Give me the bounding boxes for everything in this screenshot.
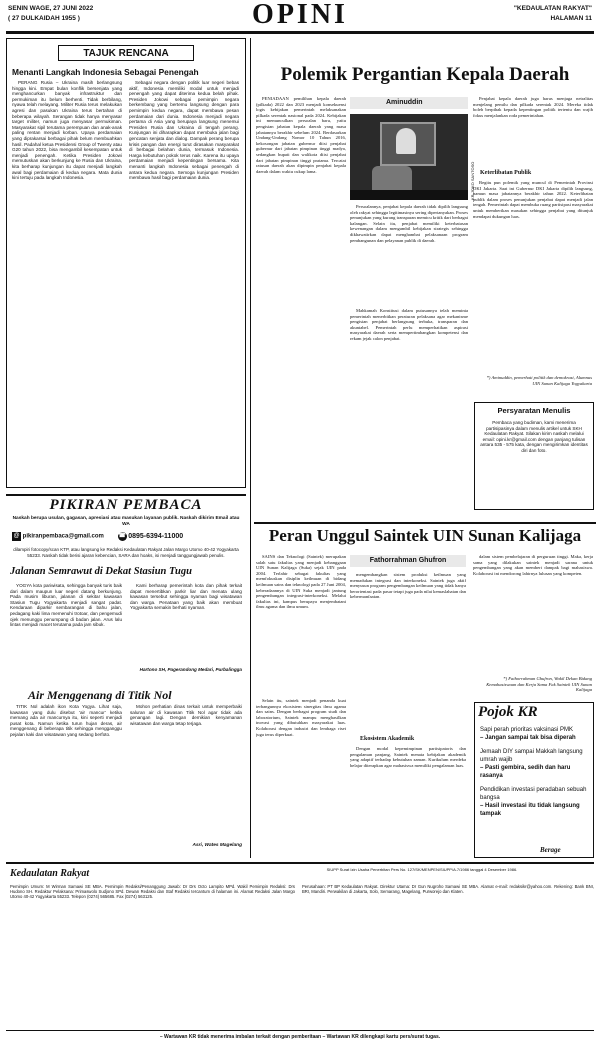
pojok-item-reply: – Pasti gembira, sedih dan haru rasanya xyxy=(480,765,571,779)
tajuk-col-2: Sebagai negara dengan politik luar negeri bebas aktif, Indonesia memiliki modal untuk menjadi penengah yang dapat diterima kedua belah pihak. Presiden Jokowi sebagai pemimpin negara berkembang yang bertemu langsung dengan para pemimpin kedua negara, dapat membawa pesan perdamaian dari dunia. Indonesia menjadi negara pertama di Asia yang berupaya langsung menemui Presiden Rusia dan Ukraina di tengah perang. Kunjungan ini diharapkan dapat membuka jalan bagi gencatan senjata dan dialog. Dampak perang berupa krisis pangan dan energi turut dirasakan masyarakat di berbagai belahan dunia, termasuk Indonesia. Harga kebutuhan pokok terus naik. Karena itu upaya perdamaian menjadi kepentingan bersama. Kita menanti langkah Indonesia sebagai penengah di antara kedua negara. Semoga kunjungan Presiden membawa hasil bagi perdamaian dunia. xyxy=(129,80,239,181)
polemik-author: Aminuddin xyxy=(350,97,468,109)
email-icon: @ xyxy=(13,533,20,539)
pojok-items xyxy=(480,726,590,818)
pojok-title: Pojok KR xyxy=(478,704,538,720)
letter2-sign: Asri, Wates Magelang xyxy=(192,843,242,848)
peran-col-1: SAINS dan Teknologi (Saintek) merupakan salah satu fakultas yang menjadi kebanggaan UIN Sunan Kalijaga (Suka) sejak UIN pada 2004. Terlahir sebagai fakultas yang memfokuskan disiplin keilmuan di bidang keilmuan sains dan teknologi pada 27 Juni 2004, keberadaannya di UIN Suka menjadi jantung pengembangan integrasi-interkoneksi. Melalui fakultas ini, kampus berupaya menjembatani ilmu agama dan ilmu umum. xyxy=(256,554,346,610)
polemik-col-1: PENIADAAN pemilihan kepala daerah (pilkada) 2022 dan 2023 menjadi konsekuensi logis kebijakan pemerintah melaksanakan pilkada serentak nasional pada 2024. Kebijakan ini memunculkan persoalan baru, yaitu pengisian jabatan kepala daerah yang masa jabatannya berakhir sebelum 2024. Berdasarkan Undang-Undang Nomor 10 Tahun 2016, kekosongan jabatan gubernur diisi penjabat gubernur dari jabatan pimpinan tinggi madya, sedangkan bupati dan walikota diisi penjabat dari jabatan pimpinan tinggi pratama. Tercatat ratusan daerah akan dipimpin penjabat kepala daerah dalam waktu cukup lama. xyxy=(256,96,346,174)
tajuk-col-1: PERANG Rusia – Ukraina masih berlangsung hingga kini. Empat bulan konflik bersenjata yang menghancurkan banyak infrastruktur dan permukiman itu belum berhenti. Tidak berbilang, nyawa telah melayang. Militer Rusia terus melakukan agresi dan pasukan Ukraina terus bertahan di beberapa wilayah. Serangan tidak hanya menyasar target militer, namun juga menyasar permukiman. Masyarakat sipil terutama perempuan dan anak-anak paling rentan menjadi korban. Upaya perdamaian yang diprakarsai berbagai pihak belum membuahkan hasil. Padahal ketua Presidensi Group of Twenty atau G20 tahun 2022, bisa mengambil kesempatan untuk menjadi penengah. Ketika Presiden Jokowi memutuskan akan berkunjung ke Rusia dan Ukraina, kita berharap kunjungan itu dapat menjadi langkah awal bagi perdamaian di kedua negara. Mata dunia kini tertuju pada langkah Indonesia. xyxy=(12,80,122,181)
letter1-sign: Hartono SH, Pagerandong Medari, Purbalingga xyxy=(139,667,242,672)
header-date: SENIN WAGE, 27 JUNI 2022 xyxy=(8,5,94,12)
pojok-item xyxy=(480,748,590,780)
chair-shape xyxy=(372,166,412,192)
whatsapp-icon: ☎ xyxy=(118,533,126,539)
peran-author: Fathorrahman Ghufron xyxy=(350,555,466,567)
polemik-col-2: Persoalannya, penjabat kepala daerah tidak dipilih langsung oleh rakyat sehingga legitimasinya sering dipertanyakan. Proses penunjukan yang kurang transparan memicu kritik dari berbagai kalangan. Selain itu, penjabat memiliki keterbatasan kewenangan dalam mengambil kebijakan strategis sehingga dikhawatirkan dapat menghambat pelaksanaan program pembangunan dan pelayanan publik di daerah. xyxy=(350,204,468,243)
peran-title: Peran Unggul Saintek UIN Sunan Kalijaga xyxy=(268,526,582,545)
header-page: HALAMAN 11 xyxy=(550,15,592,22)
peran-subhead: Ekosistem Akademik xyxy=(360,736,415,742)
masthead-footer: – Wartawan KR tidak menerima imbalan terkait dengan pemberitaan – Wartawan KR dilengkapi kartu pers/surat tugas. xyxy=(159,1034,441,1040)
polemik-photo-caption: KR-JOKO SANTOSO xyxy=(470,161,475,200)
bottom-rule xyxy=(6,862,594,864)
letter2-col-2: Mohon perhatian dinas terkait untuk memperbaiki saluran air di kawasan Titik Nol agar tidak ada genangan lagi. Dengan demikian kenyamanan wisatawan dan warga tetap terjaga. xyxy=(130,704,242,726)
section-title: OPINI xyxy=(252,0,348,30)
masthead-siup: SIUPP Surat Izin Usaha Penerbitan Pers No. 127/SK/MENPEN/SIUPP/A.7/1986 tanggal 4 Desember 1986. xyxy=(326,867,518,872)
pojok-item-text: Jemaah DIY sampai Makkah langsung umrah wajib xyxy=(480,749,583,763)
pikiran-phone[interactable]: 0895-6394-11000 xyxy=(128,533,184,540)
pojok-item xyxy=(480,726,590,742)
persyaratan-body: Pembaca yang budiman, kami menerima partisipasinya dalam menulis artikel untuk SKH Kedaulatan Rakyat. Silakan kirim naskah melalui email: opini.kr@gmail.com dengan panjang tulisan antara 535 - 575 kata, dengan mengirimkan identitas diri dan foto. xyxy=(480,420,588,453)
polemik-title: Polemik Pergantian Kepala Daerah xyxy=(280,64,570,85)
pikiran-email-row xyxy=(12,532,242,544)
pojok-item-reply: – Hasil investasi itu tidak langsung tampak xyxy=(480,803,580,817)
polemik-col-5: Begitu pun polemik yang muncul di Pemerintah Provinsi DKI Jakarta. Saat ini Gubernur DKI Jakarta dipilih langsung, namun masa jabatannya berakhir tahun 2022. Keterlibatan publik dalam proses penunjukan penjabat dapat menjadi jalan tengah. Pemerintah dapat membuka ruang partisipasi masyarakat untuk memberikan masukan sehingga penjabat yang ditunjuk mendapat dukungan luas. xyxy=(473,180,593,219)
persyaratan-title: Persyaratan Menulis xyxy=(497,406,571,415)
polemik-illustration xyxy=(350,114,468,200)
tajuk-label: TAJUK RENCANA xyxy=(58,45,194,61)
polemik-col-3: Mahkamah Konstitusi dalam putusannya telah meminta pemerintah menerbitkan peraturan pelaksana agar mekanisme pengisian penjabat berlangsung terbuka, transparan dan akuntabel. Pemerintah perlu memperhatikan aspirasi masyarakat daerah serta mempertimbangkan kompetensi dan rekam jejak calon penjabat. xyxy=(350,308,468,341)
figure-shape xyxy=(396,128,416,154)
letter1-title: Jalanan Semrawut di Dekat Stasiun Tugu xyxy=(10,566,192,577)
letter1-col-2: Kami berharap pemerintah kota dan pihak terkait dapat menertibkan parkir liar dan menata ulang kawasan tersebut sehingga nyaman bagi wisatawan dan warga. Penataan yang baik akan membuat Yogyakarta semakin berhati nyaman. xyxy=(130,583,242,611)
polemik-col-4: Penjabat kepala daerah juga harus menjaga netralitas menjelang pemilu dan pilkada serentak 2024. Mereka tidak boleh berpihak kepada kepentingan politik tertentu dan wajib fokus menjalankan roda pemerintahan. xyxy=(473,96,593,118)
peran-col-5: dalam sistem pembelajaran di perguruan tinggi. Maka, kerja sama yang dilakukan saintek menjadi sarana untuk pengembangan yang akan memberi dampak bagi mahasiswa. Kolaborasi ini mendorong lahirnya lulusan yang kompeten. xyxy=(473,554,593,576)
pikiran-rule xyxy=(6,494,246,496)
pikiran-desc: Naskah berupa usulan, gagasan, apresiasi atau masukan layanan publik. Naskah dikirim Email atau WA xyxy=(12,516,240,527)
letter1-col-1: YOGYA kota pariwisata, sehingga banyak turis baik dari dalam maupun luar negeri datang berkunjung. Pada musim liburan, jalanan di sekitar kawasan Stasiun Tugu Yogyakarta menjadi sangat padat. Kendaraan diparkir sembarangan di bahu jalan, pedagang kaki lima memenuhi trotoar, dan pengemudi ojek menunggu penumpang di badan jalan. Arus lalu lintas menjadi macet terutama pada jam sibuk. xyxy=(10,583,122,628)
tajuk-title: Menanti Langkah Indonesia Sebagai Penengah xyxy=(12,67,199,77)
pikiran-email[interactable]: pikiranpembaca@gmail.com xyxy=(22,533,104,540)
header-paper: "KEDAULATAN RAKYAT" xyxy=(513,5,592,12)
peran-col-4: Dengan modal kepemimpinan partisipatoris dan pengalaman panjang, Saintek menata kebijakan akademik yang adaptif terhadap kebutuhan zaman. Kurikulum merdeka belajar diterapkan agar mahasiswa memiliki pengalaman luas. xyxy=(350,746,466,768)
pikiran-title: PIKIRAN PEMBACA xyxy=(49,497,203,513)
pojok-item-text: Sapi perah prioritas vaksinasi PMK xyxy=(480,727,574,733)
polemik-subhead: Keterlibatan Publik xyxy=(480,170,532,176)
pojok-item xyxy=(480,786,590,818)
footer-rule xyxy=(6,1030,594,1031)
pikiran-note: dilampiri fotocopy/scan KTP, atau langsung ke Redaksi Kedaulatan Rakyat Jalan Margo Utomo 40-42 Yogyakarta 55233. Naskah tidak berisi ajaran kebencian, SARA dan hoaks, isi menjadi tanggungjawab penulis. xyxy=(13,547,239,558)
pojok-item-reply: – Jangan sampai tak bisa diperah xyxy=(480,735,576,741)
polemik-signature: *) Aminuddin, pemerhati politik dan demokrasi, Alumnus UIN Sunan Kalijaga Yogyakarta xyxy=(486,375,592,386)
peran-col-3: mengembangkan sistem produksi keilmuan yang memadukan integrasi dan interkoneksi. Saintek juga aktif menyusun program pengembangan keilmuan yang tidak hanya berorientasi pada pasar tetapi juga pada nilai kemaslahatan dan kebermanfaatan. xyxy=(350,572,466,600)
pojok-sign: Berage xyxy=(540,846,561,854)
peran-signature: *) Fathorrahman Ghufron, Wakil Dekan Bidang Kemahasiswaan dan Kerja Sama Fak Saintek UIN Sunan Kalijaga xyxy=(486,676,592,693)
peran-col-2: Selain itu, saintek menjadi penanda kuat terbangunnya ekosistem sinergitas ilmu agama dan sains. Dengan berbagai program studi dan laboratorium, Saintek mampu menghasilkan inovasi yang dibutuhkan masyarakat luas. Kolaborasi dengan industri dan lembaga riset juga terus diperkuat. xyxy=(256,698,346,737)
column-divider xyxy=(250,38,251,858)
letter2-title: Air Menggenang di Titik Nol xyxy=(28,688,172,702)
masthead-right: Perusahaan: PT BP Kedaulatan Rakyat. Direktur Utama: Dr Gun Nugroho Samawi SE MBA. Alamat e-mail: redaksikr@yahoo.com. Rekening: Bank BNI, BRI, Mandiri. Perwakilan di Jakarta, Solo, Semarang, Magelang, Purworejo dan Klaten. xyxy=(302,884,594,895)
pojok-item-text: Pendidikan investasi peradaban sebuah bangsa xyxy=(480,787,587,801)
mid-rule xyxy=(254,522,596,524)
letter2-col-1: TITIK Nol adalah ikon Kota Yogya. Lihat saja, kawasan yang dulu disebut 'air mancur' ketika memang ada air mancurnya itu, kini seperti menjadi pusat kota. Namun ketika turun hujan deras, air menggenang di beberapa titik sehingga mengganggu pejalan kaki dan wisatawan yang sedang berfoto. xyxy=(10,704,122,737)
masthead-logo: Kedaulatan Rakyat xyxy=(10,868,90,879)
masthead-left: Pemimpin Umum: M Wirman Samawi SE MBA. Pemimpin Redaksi/Penanggung Jawab: Dr Drs Octo Lampito MPd. Wakil Pemimpin Redaksi: Drs Hudono SH. Redaktur Pelaksana: Primaswolo Sudjono SPd. Dewan Redaksi dan Staf Redaksi tercantum di halaman ini. Alamat Redaksi Jalan Margo Utomo 40-42 Yogyakarta 55233. Telepon (0274) 565685. Fax (0274) 563125. xyxy=(10,884,295,900)
header-rule xyxy=(6,31,594,34)
table-shape xyxy=(350,190,468,200)
header-date-javanese: ( 27 DULKAIDAH 1955 ) xyxy=(8,15,80,22)
